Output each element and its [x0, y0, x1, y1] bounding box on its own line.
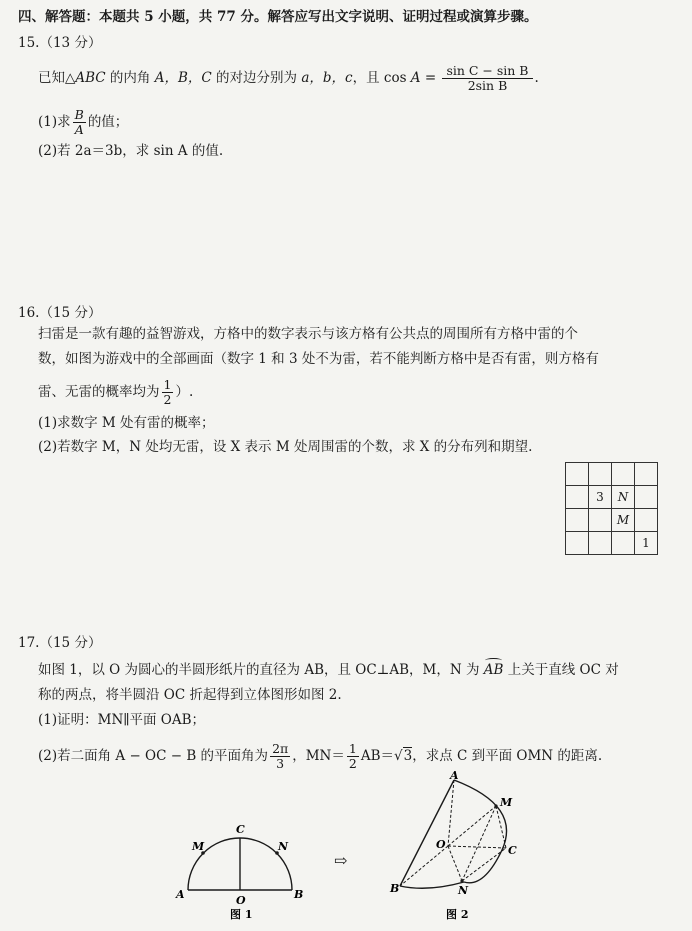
fig1-label: A [176, 888, 185, 901]
q17-line1: 如图 1，以 O 为圆心的半圆形纸片的直径为 AB，且 OC⊥AB，M，N 为 AB 上关于直线 OC 对 [38, 662, 619, 678]
grid-cell [566, 486, 589, 509]
grid-cell [589, 463, 612, 486]
grid-cell: 1 [635, 532, 658, 555]
fig2-label: O [436, 838, 446, 851]
grid-cell [635, 486, 658, 509]
transform-arrow-icon: ⇨ [334, 851, 348, 870]
grid-cell [566, 463, 589, 486]
fig2-label: B [390, 882, 400, 895]
q16-part2: (2)若数字 M，N 处均无雷，设 X 表示 M 处周围雷的个数，求 X 的分布列和期望. [38, 439, 533, 455]
q15-part2: (2)若 2a＝3b，求 sin A 的值. [38, 143, 224, 159]
grid-cell [589, 509, 612, 532]
fig2-caption: 图 2 [446, 908, 469, 921]
q17-header: 17.（15 分） [18, 635, 102, 651]
fig1-label: B [294, 888, 304, 901]
fig1-label: C [236, 823, 245, 836]
fig2-label: C [508, 844, 517, 857]
grid-cell [566, 509, 589, 532]
grid-cell [612, 463, 635, 486]
q16-line2: 数，如图为游戏中的全部画面（数字 1 和 3 处不为雷，若不能判断方格中是否有雷，则方格有 [38, 351, 599, 367]
grid-cell [635, 509, 658, 532]
grid-cell [566, 532, 589, 555]
q17-line2: 称的两点，将半圆沿 OC 折起得到立体图形如图 2. [38, 687, 342, 703]
fig1-label: M [192, 840, 205, 853]
minesweeper-grid [565, 462, 658, 555]
q16-header: 16.（15 分） [18, 305, 102, 321]
fig1-label: O [236, 894, 246, 907]
grid-cell: M [612, 509, 635, 532]
fig2-label: N [458, 884, 469, 897]
fig2-label: M [500, 796, 513, 809]
fig2-label: A [450, 769, 459, 782]
grid-cell [589, 532, 612, 555]
q15-stem: 已知△ABC 的内角 A，B，C 的对边分别为 a，b，c，且 cos A = $\frac{\text{sin C − sin B}}{\text{2sin B}}$ . [38, 63, 539, 93]
q17-part1: (1)证明：MN∥平面 OAB； [38, 712, 206, 728]
grid-cell [635, 463, 658, 486]
q16-part1: (1)求数字 M 处有雷的概率； [38, 415, 215, 431]
fig1-label: N [278, 840, 289, 853]
grid-cell: 3 [589, 486, 612, 509]
q17-part2: (2)若二面角 A − OC − B 的平面角为 $\frac{2\pi}{3}$ ，MN＝ $\frac{1}{2}$ AB＝√3，求点 C 到平面 OMN 的距离. [38, 741, 603, 771]
grid-cell: N [612, 486, 635, 509]
q15-part1: (1)求 $\frac{B}{A}$ 的值； [38, 107, 129, 137]
q15-header: 15.（13 分） [18, 35, 102, 51]
figure-2-folded [386, 768, 536, 928]
fig1-caption: 图 1 [230, 908, 253, 921]
section-header: 四、解答题：本题共 5 小题，共 77 分。解答应写出文字说明、证明过程或演算步骤。 [18, 9, 538, 25]
figure-1-semicircle [170, 816, 310, 926]
grid-cell [612, 532, 635, 555]
q15-fraction: $\frac{\text{sin C − sin B}}{\text{2sin B}}$ [442, 64, 532, 93]
q16-line1: 扫雷是一款有趣的益智游戏，方格中的数字表示与该方格有公共点的周围所有方格中雷的个 [38, 326, 578, 342]
q16-line3: 雷、无雷的概率均为 $\frac{1}{2}$ ）. [38, 377, 194, 407]
